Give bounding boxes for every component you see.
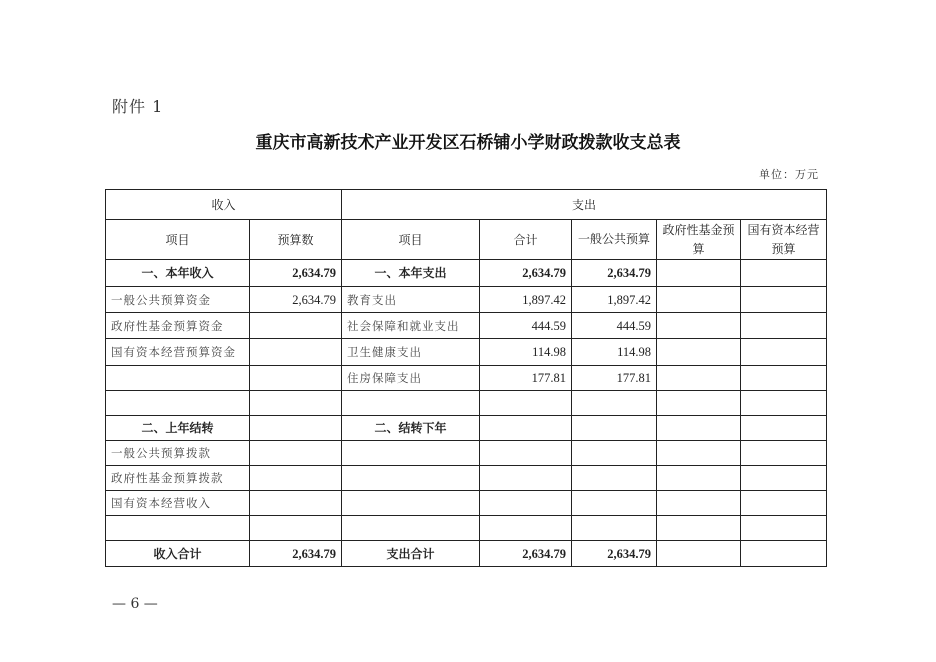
income-budget-cell [250,491,342,516]
expense-item-cell: 住房保障支出 [342,366,480,391]
expense-item-cell: 支出合计 [342,541,480,567]
table-row [106,339,827,366]
expense-total-cell: 1,897.42 [480,287,572,313]
expense-item-cell: 二、结转下年 [342,416,480,441]
fiscal-summary-table [105,189,827,567]
general-budget-cell: 1,897.42 [572,287,657,313]
general-budget-cell: 444.59 [572,313,657,339]
expense-total-cell [480,491,572,516]
expense-total-cell [480,466,572,491]
table-row [106,313,827,339]
state-capital-cell [741,516,827,541]
income-item-cell [106,516,250,541]
gov-fund-cell [657,287,741,313]
table-row [106,287,827,313]
general-budget-cell [572,491,657,516]
income-budget-cell [250,339,342,366]
page-number: — 6 — [112,596,158,612]
gov-fund-cell [657,313,741,339]
attachment-label: 附件 1 [112,97,164,116]
table-row [106,260,827,287]
gov-fund-cell [657,339,741,366]
table-body [106,260,827,567]
table-row [106,441,827,466]
expense-item-cell: 教育支出 [342,287,480,313]
document-title: 重庆市高新技术产业开发区石桥铺小学财政拨款收支总表 [255,133,681,153]
expense-item-cell: 卫生健康支出 [342,339,480,366]
gov-fund-cell [657,441,741,466]
income-budget-cell [250,391,342,416]
table-row [106,416,827,441]
state-capital-cell [741,491,827,516]
expense-total-cell [480,416,572,441]
table-row [106,541,827,567]
general-budget-header: 一般公共预算 [572,220,657,260]
general-budget-cell: 177.81 [572,366,657,391]
general-budget-cell: 114.98 [572,339,657,366]
expense-total-cell: 2,634.79 [480,541,572,567]
table-row [106,366,827,391]
income-item-cell: 二、上年结转 [106,416,250,441]
gov-fund-cell [657,541,741,567]
expense-total-cell [480,441,572,466]
expense-total-cell: 444.59 [480,313,572,339]
income-budget-cell: 2,634.79 [250,541,342,567]
general-budget-cell [572,466,657,491]
table-group-header-row [106,190,827,220]
gov-fund-cell [657,416,741,441]
table-row [106,491,827,516]
expense-item-header: 项目 [342,220,480,260]
income-budget-cell [250,516,342,541]
expense-total-cell: 2,634.79 [480,260,572,287]
general-budget-cell [572,416,657,441]
gov-fund-cell [657,260,741,287]
income-budget-cell [250,441,342,466]
expense-item-cell [342,466,480,491]
state-capital-cell [741,416,827,441]
state-capital-header: 国有资本经营预算 [741,220,827,260]
state-capital-cell [741,441,827,466]
income-budget-cell [250,416,342,441]
income-budget-cell: 2,634.79 [250,287,342,313]
gov-fund-cell [657,516,741,541]
general-budget-cell: 2,634.79 [572,541,657,567]
income-item-header: 项目 [106,220,250,260]
income-item-cell: 政府性基金预算拨款 [106,466,250,491]
state-capital-cell [741,260,827,287]
state-capital-cell [741,366,827,391]
income-item-cell: 一般公共预算资金 [106,287,250,313]
expense-total-cell: 114.98 [480,339,572,366]
general-budget-cell [572,391,657,416]
general-budget-cell [572,516,657,541]
income-budget-cell: 2,634.79 [250,260,342,287]
income-item-cell: 政府性基金预算资金 [106,313,250,339]
income-item-cell [106,366,250,391]
expense-group-header: 支出 [342,190,827,220]
gov-fund-cell [657,491,741,516]
gov-fund-cell [657,466,741,491]
expense-item-cell [342,516,480,541]
state-capital-cell [741,391,827,416]
table-column-header-row [106,220,827,260]
unit-label: 单位：万元 [759,168,819,181]
gov-fund-cell [657,366,741,391]
expense-item-cell [342,391,480,416]
expense-total-cell [480,516,572,541]
income-item-cell: 一般公共预算拨款 [106,441,250,466]
table-row [106,391,827,416]
expense-total-cell [480,391,572,416]
table-row [106,516,827,541]
income-item-cell [106,391,250,416]
expense-item-cell [342,441,480,466]
income-group-header: 收入 [106,190,342,220]
income-item-cell: 国有资本经营预算资金 [106,339,250,366]
general-budget-cell: 2,634.79 [572,260,657,287]
income-item-cell: 收入合计 [106,541,250,567]
state-capital-cell [741,287,827,313]
gov-fund-header: 政府性基金预算 [657,220,741,260]
income-budget-cell [250,466,342,491]
table-row [106,466,827,491]
gov-fund-cell [657,391,741,416]
income-budget-header: 预算数 [250,220,342,260]
income-item-cell: 一、本年收入 [106,260,250,287]
state-capital-cell [741,313,827,339]
expense-total-header: 合计 [480,220,572,260]
income-budget-cell [250,366,342,391]
expense-item-cell [342,491,480,516]
expense-item-cell: 一、本年支出 [342,260,480,287]
state-capital-cell [741,541,827,567]
income-budget-cell [250,313,342,339]
income-item-cell: 国有资本经营收入 [106,491,250,516]
state-capital-cell [741,339,827,366]
expense-item-cell: 社会保障和就业支出 [342,313,480,339]
state-capital-cell [741,466,827,491]
general-budget-cell [572,441,657,466]
expense-total-cell: 177.81 [480,366,572,391]
